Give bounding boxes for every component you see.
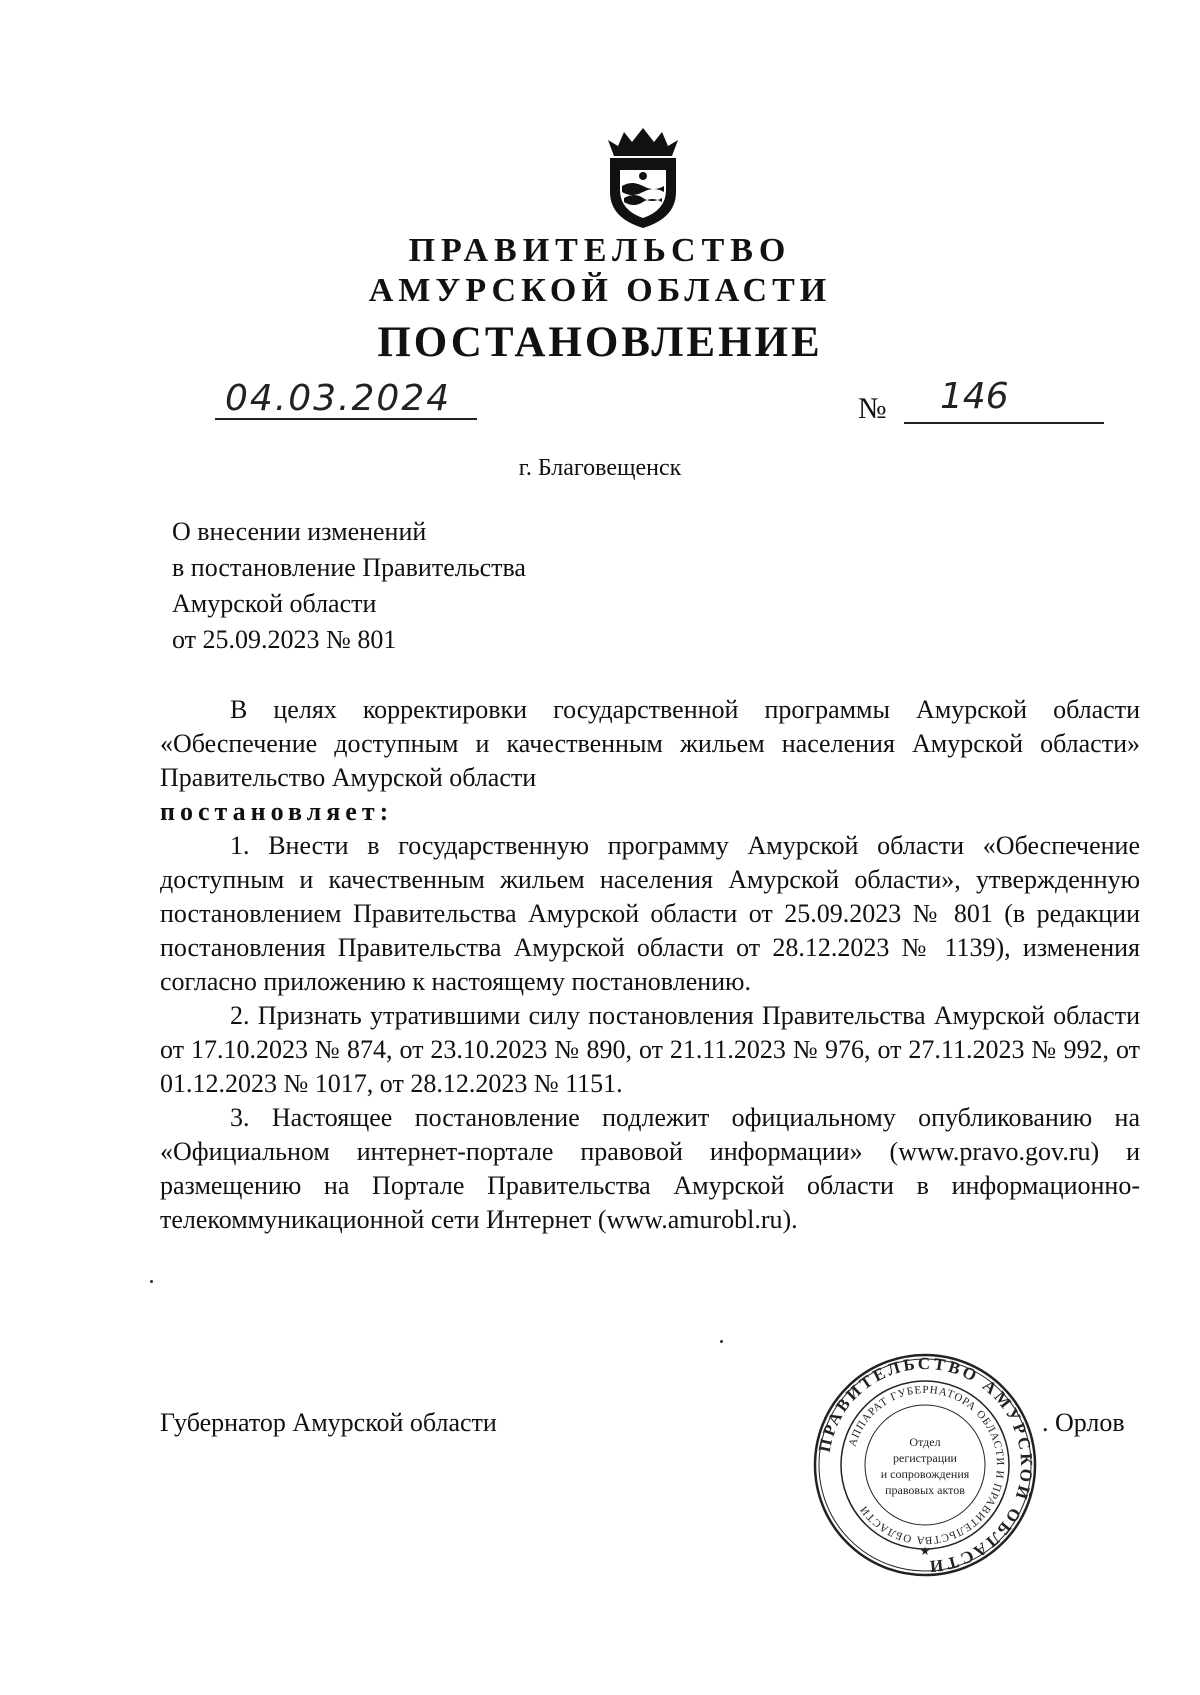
speck — [150, 1280, 153, 1283]
org-name-line1: ПРАВИТЕЛЬСТВО — [408, 232, 792, 269]
coat-of-arms-emblem — [600, 126, 686, 230]
document-type-title: ПОСТАНОВЛЕНИЕ — [377, 319, 823, 366]
stamp-outer-text: ПРАВИТЕЛЬСТВО АМУРСКОЙ ОБЛАСТИ — [814, 1353, 1037, 1577]
preamble-paragraph: В целях корректировки государственной программы Амурской области «Обеспечение доступным и качественным жильем населения Амурской области» Правительство Амурской области — [160, 695, 1140, 792]
document-body — [160, 693, 1140, 1237]
document-subject — [172, 514, 526, 658]
stamp-center-line: регистрации — [893, 1451, 957, 1465]
signatory-name: . Орлов — [1042, 1408, 1125, 1437]
stamp-center-line: Отдел — [909, 1435, 941, 1449]
clause-1: 1. Внести в государственную программу Амурской области «Обеспечение доступным и качественным жильем населения Амурской области», утвержденную постановлением Правительства Амурской области от 25.09.2023 № 801 (в редакции постановления Правительства Амурской области от 28.12.2023 № 1139), изменения согласно приложению к настоящему постановлению. — [160, 831, 1140, 996]
city-line: г. Благовещенск — [518, 455, 682, 481]
date-underline — [215, 418, 477, 420]
subject-line: О внесении изменений — [172, 517, 427, 546]
svg-text:АППАРАТ ГУБЕРНАТОРА ОБЛАСТИ И — [847, 1384, 1007, 1546]
resolves-word: постановляет: — [160, 797, 394, 826]
speck — [720, 1340, 723, 1343]
handwritten-number: 146 — [940, 376, 1009, 417]
subject-line: от 25.09.2023 № 801 — [172, 625, 397, 654]
subject-line: в постановление Правительства — [172, 553, 526, 582]
stamp-center-line: правовых актов — [885, 1483, 965, 1497]
official-stamp-seal — [810, 1350, 1040, 1580]
clause-3: 3. Настоящее постановление подлежит официальному опубликованию на «Официальном интернет-портале правовой информации» (www.pravo.gov.ru) и размещению на Портале Правительства Амурской области в информационно-телекоммуникационной сети Интернет (www.amurobl.ru). — [160, 1103, 1140, 1234]
signatory-title: Губернатор Амурской области — [160, 1408, 497, 1437]
stamp-center-line: и сопровождения — [880, 1467, 970, 1481]
stamp-star-icon: ★ — [919, 1544, 931, 1558]
handwritten-date: 04.03.2024 — [225, 378, 452, 419]
number-label: № — [858, 392, 887, 425]
clause-2: 2. Признать утратившими силу постановления Правительства Амурской области от 17.10.2023 № 874, от 23.10.2023 № 890, от 21.11.2023 № 976, от 27.11.2023 № 992, от 01.12.2023 № 1017, от 28.12.2023 № 1151. — [160, 1001, 1140, 1098]
number-underline — [904, 422, 1104, 424]
stamp-inner-text: АППАРАТ ГУБЕРНАТОРА ОБЛАСТИ И ПРАВИТЕЛЬСТВА ОБЛАСТИ — [846, 1383, 1007, 1547]
subject-line: Амурской области — [172, 589, 377, 618]
org-name-line2: АМУРСКОЙ ОБЛАСТИ — [368, 272, 832, 309]
